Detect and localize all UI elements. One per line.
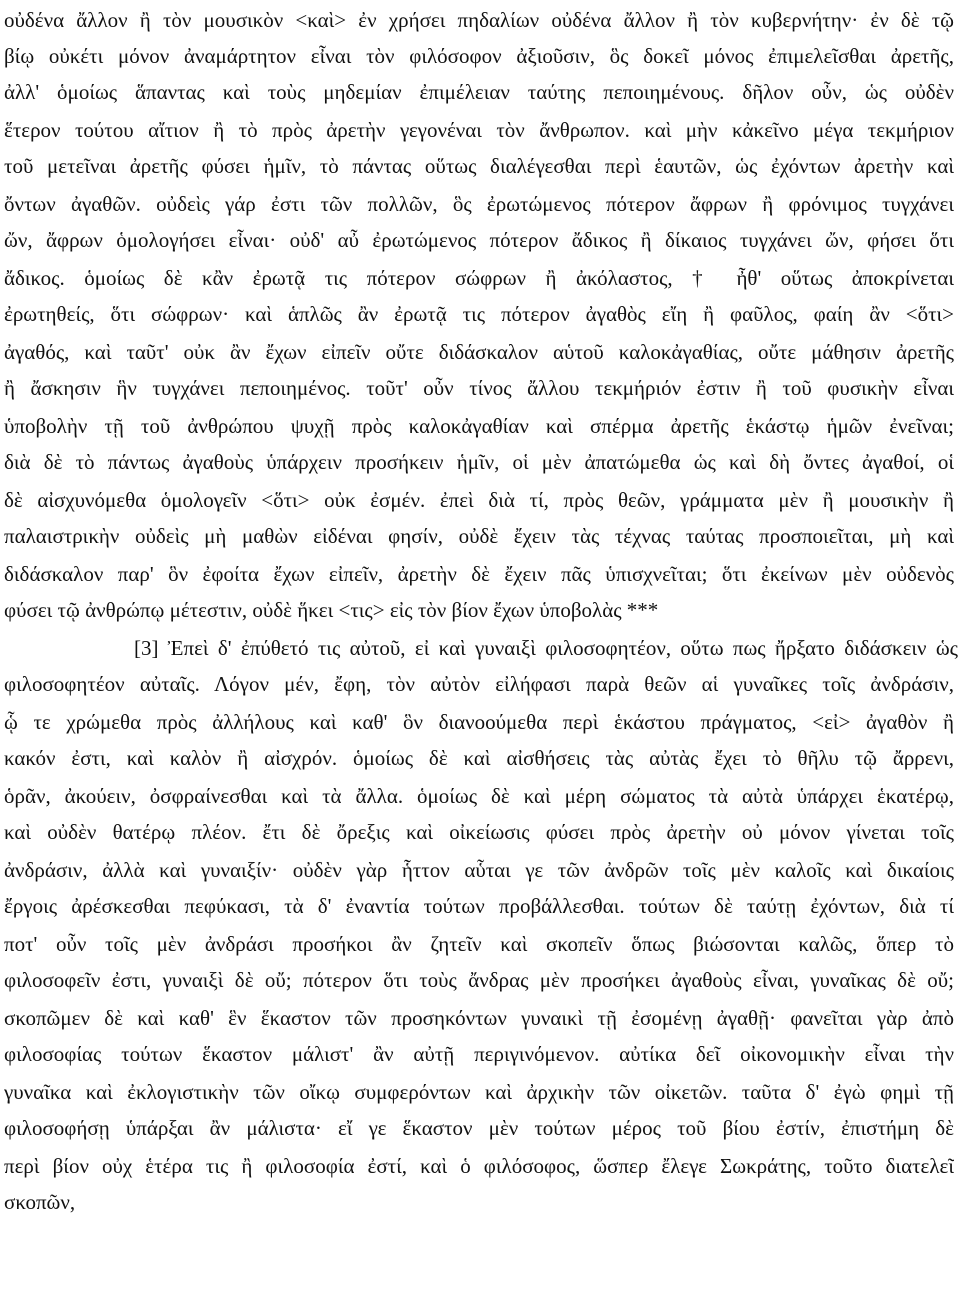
text-line: καὶ οὐδὲν θατέρῳ πλέον. ἔτι δὲ ὄρεξις καὶ οἰκείωσις φύσει πρὸς ἀρετὴν οὐ μόνον γίνεται τοῖς bbox=[4, 820, 954, 844]
text-line: ὤν, ἄφρων ὁμολογήσει εἶναι· οὐδ' αὖ ἐρωτώμενος πότερον ἄδικος ἢ δίκαιος τυγχάνει ὤν, φήσει ὅτι bbox=[4, 228, 954, 252]
text-line: ἕτερον τούτου αἴτιον ἢ τὸ πρὸς ἀρετὴν γεγονέναι τὸν ἄνθρωπον. καὶ μὴν κἀκεῖνο μέγα τεκμήριον bbox=[4, 118, 954, 142]
text-line: οὐδένα ἄλλον ἢ τὸν μουσικὸν <καὶ> ἐν χρήσει πηδαλίων οὐδένα ἄλλον ἢ τὸν κυβερνήτην· ἐν δὲ τῷ bbox=[4, 8, 954, 32]
text-line: σκοπῶμεν δὲ καὶ καθ' ἓν ἕκαστον τῶν προσηκόντων γυναικὶ τῇ ἐσομένῃ ἀγαθῇ· φανεῖται γὰρ ἀπὸ bbox=[4, 1006, 954, 1030]
text-line: ἀλλ' ὁμοίως ἅπαντας καὶ τοὺς μηδεμίαν ἐπιμέλειαν ταύτης πεποιημένους. δῆλον οὖν, ὡς οὐδὲν bbox=[4, 80, 954, 104]
text-line: διδάσκαλον παρ' ὃν ἐφοίτα ἔχων εἰπεῖν, ἀρετὴν δὲ ἔχειν πᾶς ὑπισχνεῖται; ὅτι ἐκείνων μὲν οὐδενὸς bbox=[4, 562, 954, 586]
text-line: ἐρωτηθείς, ὅτι σώφρων· καὶ ἁπλῶς ἂν ἐρωτᾷ τις πότερον ἀγαθὸς εἴη ἢ φαῦλος, φαίη ἂν <ὅτι> bbox=[4, 302, 954, 326]
text-line: ἢ ἄσκησιν ἣν τυγχάνει πεποιημένος. τοῦτ' οὖν τίνος ἄλλου τεκμήριόν ἐστιν ἢ τοῦ φυσικὴν εἶναι bbox=[4, 376, 954, 400]
text-line: φιλοσοφίας τούτων ἕκαστον μάλιστ' ἂν αὐτῇ περιγινόμενον. αὐτίκα δεῖ οἰκονομικὴν εἶναι τὴν bbox=[4, 1042, 954, 1066]
text-line: ἀγαθός, καὶ ταῦτ' οὐκ ἂν ἔχων εἰπεῖν οὔτε διδάσκαλον αὑτοῦ καλοκἀγαθίας, οὔτε μάθησιν ἀρετῆς bbox=[4, 340, 954, 364]
text-line: ἄδικος. ὁμοίως δὲ κἂν ἐρωτᾷ τις πότερον σώφρων ἢ ἀκόλαστος, † ἦθ' οὕτως ἀποκρίνεται bbox=[4, 266, 954, 290]
text-line: ἀνδράσιν, ἀλλὰ καὶ γυναιξίν· οὐδὲν γὰρ ἧττον αὗται γε τῶν ἀνδρῶν τοῖς μὲν καλοῖς καὶ δικαίοις bbox=[4, 858, 954, 882]
text-line: φιλοσοφεῖν ἐστι, γυναιξὶ δὲ οὔ; πότερον ὅτι τοὺς ἄνδρας μὲν προσήκει ἀγαθοὺς εἶναι, γυναῖκας δὲ οὔ; bbox=[4, 968, 954, 992]
text-line: ὄντων ἀγαθῶν. οὐδεὶς γάρ ἐστι τῶν πολλῶν, ὃς ἐρωτώμενος πότερον ἄφρων ἢ φρόνιμος τυγχάνει bbox=[4, 192, 954, 216]
text-line: γυναῖκα καὶ ἐκλογιστικὴν τῶν οἴκῳ συμφερόντων καὶ ἀρχικὴν τῶν οἰκετῶν. ταῦτα δ' ἐγὼ φημὶ τῇ bbox=[4, 1080, 954, 1104]
text-line: δὲ αἰσχυνόμεθα ὁμολογεῖν <ὅτι> οὐκ ἐσμέν. ἐπεὶ διὰ τί, πρὸς θεῶν, γράμματα μὲν ἢ μουσικὴν ἢ bbox=[4, 488, 954, 512]
text-line: φιλοσοφήσῃ ὑπάρξαι ἂν μάλιστα· εἴ γε ἕκαστον μὲν τούτων μέρος τοῦ βίου ἐστίν, ἐπιστήμη δὲ bbox=[4, 1116, 954, 1140]
text-line: ᾧ τε χρώμεθα πρὸς ἀλλήλους καὶ καθ' ὃν διανοούμεθα περὶ ἑκάστου πράγματος, <εἰ> ἀγαθὸν ἢ bbox=[4, 710, 954, 734]
text-line: ὁρᾶν, ἀκούειν, ὀσφραίνεσθαι καὶ τὰ ἄλλα. ὁμοίως δὲ καὶ μέρη σώματος τὰ αὐτὰ ὑπάρχει ἑκατέρῳ, bbox=[4, 784, 954, 808]
text-line: σκοπῶν, bbox=[4, 1190, 76, 1214]
text-line: φιλοσοφητέον αὐταῖς. Λόγον μέν, ἔφη, τὸν αὐτὸν εἰλήφασι παρὰ θεῶν αἱ γυναῖκες τοῖς ἀνδράσιν, bbox=[4, 672, 954, 696]
text-line: κακόν ἐστι, καὶ καλὸν ἢ αἰσχρόν. ὁμοίως δὲ καὶ αἰσθήσεις τὰς αὐτὰς ἔχει τὸ θῆλυ τῷ ἄρρενι, bbox=[4, 746, 954, 770]
text-line: ποτ' οὖν τοῖς μὲν ἀνδράσι προσήκοι ἂν ζητεῖν καὶ σκοπεῖν ὅπως βιώσονται καλῶς, ὅπερ τὸ bbox=[4, 932, 954, 956]
text-line: περὶ βίον οὐχ ἑτέρα τις ἢ φιλοσοφία ἐστί, καὶ ὁ φιλόσοφος, ὥσπερ ἔλεγε Σωκράτης, τοῦτο διατελεῖ bbox=[4, 1154, 954, 1178]
text-line: ἔργοις ἀρέσκεσθαι πεφύκασι, τὰ δ' ἐναντία τούτων προβάλλεσθαι. τούτων δὲ ταύτῃ ἐχόντων, διὰ τί bbox=[4, 894, 954, 918]
greek-text-page bbox=[4, 0, 958, 1300]
text-line: ὑποβολὴν τῇ τοῦ ἀνθρώπου ψυχῇ πρὸς καλοκἀγαθίαν καὶ σπέρμα ἀρετῆς ἑκάστῳ ἡμῶν ἐνεῖναι; bbox=[4, 414, 954, 438]
text-line: παλαιστρικὴν οὐδεὶς μὴ μαθὼν εἰδέναι φησίν, οὐδὲ ἔχειν τὰς τέχνας ταύτας προσποιεῖται, μὴ καὶ bbox=[4, 524, 954, 548]
text-line: βίῳ οὐκέτι μόνον ἀναμάρτητον εἶναι τὸν φιλόσοφον ἀξιοῦσιν, ὃς δοκεῖ μόνος ἐπιμελεῖσθαι ἀρετῆς, bbox=[4, 44, 954, 68]
text-line: διὰ δὲ τὸ πάντως ἀγαθοὺς ὑπάρχειν προσήκειν ἡμῖν, οἱ μὲν ἀπατώμεθα ὡς καὶ δὴ ὄντες ἀγαθοί, οἱ bbox=[4, 450, 954, 474]
text-line: φύσει τῷ ἀνθρώπῳ μέτεστιν, οὐδὲ ἥκει <τις> εἰς τὸν βίον ἔχων ὑποβολὰς *** bbox=[4, 598, 659, 622]
paragraph-3-first-line: [3] Ἐπεὶ δ' ἐπύθετό τις αὐτοῦ, εἰ καὶ γυναιξὶ φιλοσοφητέον, οὕτω πως ἤρξατο διδάσκειν ὡς bbox=[134, 636, 958, 660]
text-line: τοῦ μετεῖναι ἀρετῆς φύσει ἡμῖν, τὸ πάντας οὕτως διαλέγεσθαι περὶ ἑαυτῶν, ὡς ἐχόντων ἀρετὴν καὶ bbox=[4, 154, 954, 178]
